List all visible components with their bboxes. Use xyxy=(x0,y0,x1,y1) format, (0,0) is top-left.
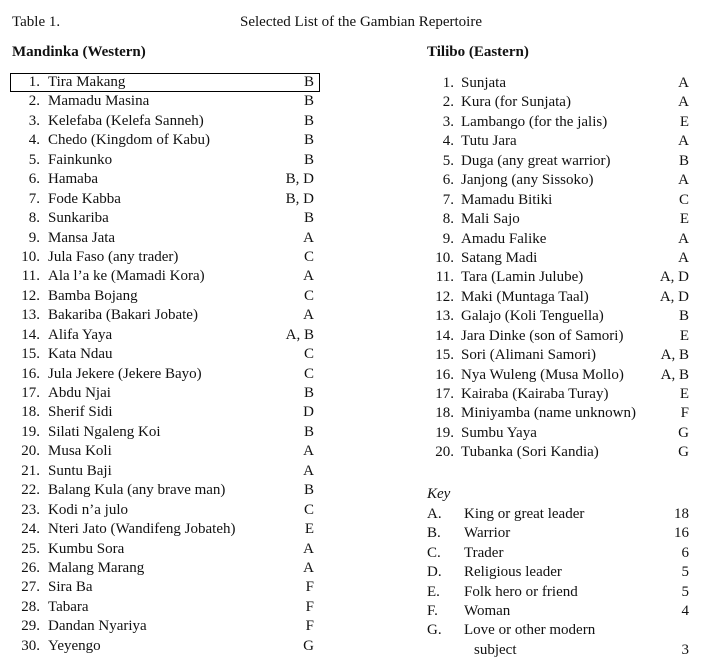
item-number: 11. xyxy=(21,268,40,285)
list-item xyxy=(427,132,689,151)
item-code: B xyxy=(678,152,689,169)
list-item xyxy=(427,443,689,462)
item-number: 18. xyxy=(21,404,40,421)
list-item xyxy=(427,74,689,93)
item-name: Mali Sajo xyxy=(461,211,520,228)
list-item xyxy=(12,209,322,228)
list-item xyxy=(427,366,689,385)
item-code: A, B xyxy=(660,366,689,383)
list-item xyxy=(427,424,689,443)
item-code: B xyxy=(678,308,689,325)
key-letter: D. xyxy=(427,564,442,581)
item-code: A xyxy=(303,307,314,324)
item-number: 8. xyxy=(28,210,40,227)
item-number: 18. xyxy=(435,405,454,422)
item-number: 2. xyxy=(442,94,454,111)
list-item xyxy=(12,617,322,636)
item-code: C xyxy=(303,365,314,382)
list-item xyxy=(427,346,689,365)
item-code: A xyxy=(303,443,314,460)
list-item xyxy=(427,93,689,112)
item-name: Sherif Sidi xyxy=(48,404,113,421)
key-letter: A. xyxy=(427,506,442,522)
item-number: 14. xyxy=(21,326,40,343)
item-name: Fainkunko xyxy=(48,151,113,168)
item-name: Bamba Bojang xyxy=(48,287,138,304)
item-number: 3. xyxy=(442,113,454,130)
item-name: Suntu Baji xyxy=(48,462,112,479)
list-item xyxy=(12,73,322,92)
list-item xyxy=(427,404,689,423)
item-number: 12. xyxy=(435,288,454,305)
item-name: Tutu Jara xyxy=(461,133,517,150)
list-item xyxy=(12,229,322,248)
item-name: Balang Kula (any brave man) xyxy=(48,482,226,499)
list-item xyxy=(12,170,322,189)
item-number: 12. xyxy=(21,287,40,304)
list-item xyxy=(12,637,322,656)
item-number: 4. xyxy=(442,133,454,150)
key-count: 4 xyxy=(681,602,689,619)
item-name: Malang Marang xyxy=(48,559,145,576)
item-name: Mamadu Bitiki xyxy=(461,191,553,208)
item-code: F xyxy=(305,579,314,596)
item-code: G xyxy=(678,444,689,461)
list-item xyxy=(427,230,689,249)
item-name: Satang Madi xyxy=(461,249,538,266)
item-name: Amadu Falike xyxy=(461,230,547,247)
item-name: Mansa Jata xyxy=(48,229,116,246)
list-item xyxy=(12,559,322,578)
item-number: 20. xyxy=(435,444,454,461)
item-number: 16. xyxy=(435,366,454,383)
item-code: A, B xyxy=(285,326,314,343)
item-code: E xyxy=(679,211,689,228)
item-number: 30. xyxy=(21,637,40,654)
key-letter: C. xyxy=(427,544,441,561)
item-number: 10. xyxy=(21,248,40,265)
item-name: Janjong (any Sissoko) xyxy=(461,172,594,189)
key-item xyxy=(427,621,689,658)
item-code: A, D xyxy=(659,269,689,286)
item-name: Miniyamba (name unknown) xyxy=(461,405,636,422)
item-number: 15. xyxy=(21,346,40,363)
item-number: 5. xyxy=(442,152,454,169)
item-code: A, B xyxy=(660,347,689,364)
list-item xyxy=(12,578,322,597)
list-item xyxy=(12,423,322,442)
list-item xyxy=(12,151,322,170)
item-name: Kodi n’a julo xyxy=(48,501,128,518)
key-count: 18 xyxy=(674,506,689,522)
item-name: Abdu Njai xyxy=(48,385,111,401)
item-number: 24. xyxy=(21,521,40,538)
item-name: Jula Jekere (Jekere Bayo) xyxy=(48,365,202,382)
table-title: Selected List of the Gambian Repertoire xyxy=(240,14,482,30)
item-code: G xyxy=(678,424,689,441)
list-item xyxy=(427,307,689,326)
item-name: Jara Dinke (son of Samori) xyxy=(461,327,624,344)
item-code: F xyxy=(305,618,314,635)
list-item xyxy=(427,113,689,132)
item-name: Jula Faso (any trader) xyxy=(48,248,179,265)
item-number: 2. xyxy=(28,93,40,110)
list-item xyxy=(427,249,689,268)
key-item xyxy=(427,602,689,621)
key-label: Religious leader xyxy=(464,564,562,581)
key-label: Folk hero or friend xyxy=(464,583,578,600)
item-number: 9. xyxy=(442,230,454,247)
item-name: Silati Ngaleng Koi xyxy=(48,423,161,440)
item-number: 28. xyxy=(21,598,40,615)
key-count: 3 xyxy=(681,641,689,658)
item-name: Sumbu Yaya xyxy=(461,424,537,441)
item-code: A xyxy=(303,268,314,285)
list-item xyxy=(12,403,322,422)
item-name: Sunkariba xyxy=(48,210,109,227)
item-number: 13. xyxy=(435,308,454,325)
eastern-list xyxy=(427,74,689,463)
list-item xyxy=(12,267,322,286)
key-label: Warrior xyxy=(464,525,511,542)
list-item xyxy=(427,171,689,190)
key-item xyxy=(427,544,689,563)
item-code: A xyxy=(678,75,689,91)
list-item xyxy=(12,131,322,150)
item-number: 1. xyxy=(442,75,454,91)
item-name: Ala l’a ke (Mamadi Kora) xyxy=(48,268,205,285)
item-number: 7. xyxy=(442,191,454,208)
list-item xyxy=(427,210,689,229)
item-number: 9. xyxy=(28,229,40,246)
key-title: Key xyxy=(427,486,451,502)
item-code: D xyxy=(303,404,314,421)
item-name: Nteri Jato (Wandifeng Jobateh) xyxy=(48,521,236,538)
item-code: E xyxy=(679,113,689,130)
item-code: B xyxy=(303,385,314,401)
item-name: Dandan Nyariya xyxy=(48,618,147,635)
item-name: Yeyengo xyxy=(48,637,101,654)
list-item xyxy=(12,481,322,500)
item-name: Fode Kabba xyxy=(48,190,121,207)
item-code: A xyxy=(678,94,689,111)
item-number: 13. xyxy=(21,307,40,324)
list-item xyxy=(12,598,322,617)
item-code: B xyxy=(303,112,314,129)
item-number: 10. xyxy=(435,249,454,266)
item-number: 19. xyxy=(21,423,40,440)
item-number: 6. xyxy=(442,172,454,189)
western-list xyxy=(12,73,322,656)
list-item xyxy=(12,365,322,384)
item-code: A xyxy=(303,229,314,246)
item-name: Sunjata xyxy=(461,75,506,91)
key-count: 5 xyxy=(681,583,689,600)
item-number: 20. xyxy=(21,443,40,460)
item-name: Chedo (Kingdom of Kabu) xyxy=(48,132,211,149)
item-code: A xyxy=(678,249,689,266)
item-number: 29. xyxy=(21,618,40,635)
eastern-section-title: Tilibo (Eastern) xyxy=(427,44,529,60)
item-number: 4. xyxy=(28,132,40,149)
key-label: Love or other modern xyxy=(464,622,596,639)
item-number: 23. xyxy=(21,501,40,518)
item-name: Lambango (for the jalis) xyxy=(461,113,608,130)
western-section-title: Mandinka (Western) xyxy=(12,44,146,60)
key-label: Trader xyxy=(464,544,504,561)
item-name: Alifa Yaya xyxy=(48,326,113,343)
item-number: 6. xyxy=(28,171,40,188)
item-code: B, D xyxy=(285,190,314,207)
item-number: 17. xyxy=(21,385,40,401)
item-code: C xyxy=(303,248,314,265)
item-number: 1. xyxy=(28,74,40,90)
list-item xyxy=(12,287,322,306)
key-letter: E. xyxy=(427,583,440,600)
item-name: Bakariba (Bakari Jobate) xyxy=(48,307,198,324)
key-item xyxy=(427,563,689,582)
item-name: Galajo (Koli Tenguella) xyxy=(461,308,604,325)
item-name: Sira Ba xyxy=(48,579,93,596)
key-label-continuation: subject xyxy=(474,641,517,658)
item-number: 21. xyxy=(21,462,40,479)
item-name: Maki (Muntaga Taal) xyxy=(461,288,589,305)
item-code: E xyxy=(679,327,689,344)
item-number: 16. xyxy=(21,365,40,382)
item-number: 8. xyxy=(442,211,454,228)
item-code: B xyxy=(303,151,314,168)
item-name: Kelefaba (Kelefa Sanneh) xyxy=(48,112,204,129)
list-item xyxy=(12,442,322,461)
key-label: Woman xyxy=(464,602,511,619)
item-code: B xyxy=(303,93,314,110)
item-number: 22. xyxy=(21,482,40,499)
item-code: A xyxy=(678,172,689,189)
item-code: A xyxy=(678,230,689,247)
item-code: B, D xyxy=(285,171,314,188)
item-number: 7. xyxy=(28,190,40,207)
item-code: B xyxy=(303,132,314,149)
item-code: C xyxy=(303,287,314,304)
list-item xyxy=(12,384,322,403)
item-name: Tabara xyxy=(48,598,89,615)
item-number: 3. xyxy=(28,112,40,129)
item-code: C xyxy=(303,346,314,363)
item-code: B xyxy=(303,74,314,90)
list-item xyxy=(12,520,322,539)
item-number: 5. xyxy=(28,151,40,168)
key-label: King or great leader xyxy=(464,506,585,522)
key-count: 5 xyxy=(681,564,689,581)
list-item xyxy=(12,248,322,267)
item-code: B xyxy=(303,210,314,227)
item-code: G xyxy=(303,637,314,654)
item-code: C xyxy=(303,501,314,518)
item-name: Hamaba xyxy=(48,171,98,188)
key-item xyxy=(427,583,689,602)
item-code: E xyxy=(304,521,314,538)
item-code: B xyxy=(303,423,314,440)
list-item xyxy=(12,345,322,364)
item-name: Tira Makang xyxy=(48,74,126,90)
item-name: Duga (any great warrior) xyxy=(461,152,611,169)
table-label: Table 1. xyxy=(12,14,61,30)
item-name: Kura (for Sunjata) xyxy=(461,94,571,111)
item-number: 15. xyxy=(435,347,454,364)
item-name: Kumbu Sora xyxy=(48,540,125,557)
key-letter: G. xyxy=(427,622,442,639)
item-code: A, D xyxy=(659,288,689,305)
item-number: 19. xyxy=(435,424,454,441)
list-item xyxy=(12,501,322,520)
item-number: 11. xyxy=(435,269,454,286)
item-name: Kata Ndau xyxy=(48,346,113,363)
item-number: 25. xyxy=(21,540,40,557)
list-item xyxy=(12,540,322,559)
key-count: 6 xyxy=(681,544,689,561)
key-list xyxy=(427,505,689,658)
item-code: C xyxy=(678,191,689,208)
item-name: Mamadu Masina xyxy=(48,93,150,110)
list-item xyxy=(12,462,322,481)
list-item xyxy=(427,152,689,171)
item-code: F xyxy=(305,598,314,615)
list-item xyxy=(427,268,689,287)
item-code: A xyxy=(678,133,689,150)
list-item xyxy=(12,190,322,209)
list-item xyxy=(427,327,689,346)
list-item xyxy=(12,112,322,131)
key-letter: F. xyxy=(427,602,438,619)
item-name: Kairaba (Kairaba Turay) xyxy=(461,386,609,402)
key-letter: B. xyxy=(427,525,441,542)
item-code: A xyxy=(303,559,314,576)
item-code: B xyxy=(303,482,314,499)
item-number: 14. xyxy=(435,327,454,344)
key-count: 16 xyxy=(674,525,689,542)
list-item xyxy=(12,92,322,111)
list-item xyxy=(427,288,689,307)
list-item xyxy=(427,385,689,404)
item-number: 26. xyxy=(21,559,40,576)
item-code: A xyxy=(303,462,314,479)
list-item xyxy=(12,326,322,345)
key-item xyxy=(427,524,689,543)
item-code: F xyxy=(680,405,689,422)
item-name: Sori (Alimani Samori) xyxy=(461,347,596,364)
item-number: 17. xyxy=(435,386,454,402)
item-code: E xyxy=(679,386,689,402)
item-name: Tubanka (Sori Kandia) xyxy=(461,444,599,461)
item-name: Nya Wuleng (Musa Mollo) xyxy=(461,366,624,383)
list-item xyxy=(427,191,689,210)
list-item xyxy=(12,306,322,325)
item-code: A xyxy=(303,540,314,557)
item-name: Musa Koli xyxy=(48,443,112,460)
item-name: Tara (Lamin Julube) xyxy=(461,269,584,286)
item-number: 27. xyxy=(21,579,40,596)
key-item xyxy=(427,505,689,524)
